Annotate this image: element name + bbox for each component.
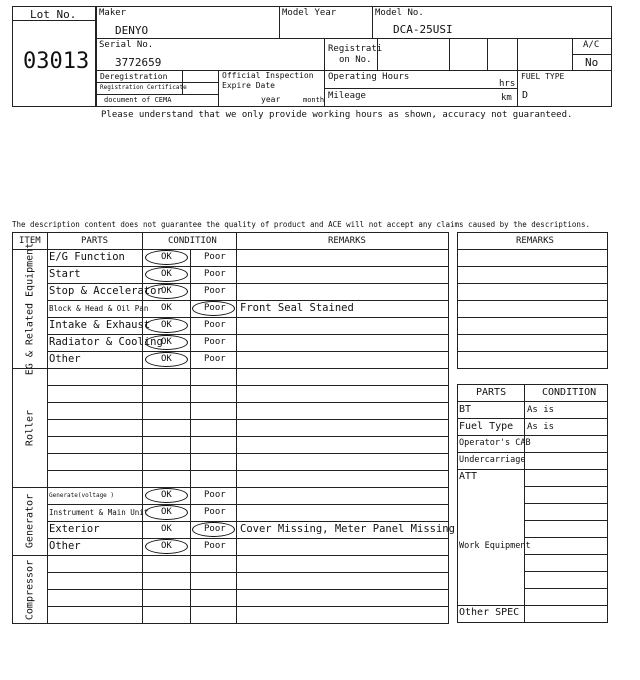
part-name: Exterior [49,523,100,536]
ok-label: OK [161,507,172,517]
inspection-label-2: Expire Date [222,81,275,90]
poor-label: Poor [204,524,226,534]
ok-selected-oval [145,352,188,367]
parts-col-header: PARTS [476,387,507,398]
ok-selected-oval [145,250,188,265]
ok-label: OK [161,490,172,500]
parts-row-name: Undercarriage [459,455,526,465]
ok-selected-oval [145,335,188,350]
hrs-label: hrs [499,79,516,89]
divider [572,54,612,55]
row-divider [47,589,449,590]
ok-selected-oval [145,488,188,503]
poor-label: Poor [204,252,226,262]
ok-label: OK [161,269,172,279]
divider [572,38,573,70]
group-label-roller: Roller [24,409,36,447]
row-divider [524,571,608,572]
row-divider [457,317,608,318]
inspection-label: Official Inspection [222,71,314,80]
part-name: Intake & Exhaust [49,319,151,332]
row-divider [47,385,449,386]
row-divider [47,606,449,607]
row-divider [47,572,449,573]
row-divider [47,266,449,267]
divider [449,38,450,70]
km-label: km [501,93,512,103]
row-divider [457,401,608,402]
model-no-label: Model No. [375,8,424,18]
ac-label: A/C [583,40,600,50]
parts-row-name: Other SPEC [459,607,520,618]
ok-selected-oval [145,318,188,333]
ac-value: No [585,56,599,69]
divider [12,555,449,556]
part-name: Instrument & Main Unit [49,507,149,517]
ok-selected-oval [145,267,188,282]
row-divider [47,402,449,403]
lot-number: 03013 [23,49,90,74]
divider [236,232,237,624]
row-divider [47,470,449,471]
row-divider [524,537,608,538]
fuel-type-value: D [522,90,529,101]
parts-row-name: ATT [459,471,478,482]
accuracy-notice: Please understand that we only provide working hours as shown, accuracy not guaranteed. [101,110,573,120]
row-divider [47,521,449,522]
group-label-eg: EG & Related Equipment [24,242,36,376]
parts-header: PARTS [81,236,109,246]
model-year-label: Model Year [282,8,337,18]
parts-row-name: Work Equipment [459,541,531,551]
ok-label: OK [161,303,172,313]
row-divider [47,283,449,284]
ok-label: OK [161,541,172,551]
fuel-type-label: FUEL TYPE [521,72,565,81]
poor-label: Poor [204,320,226,330]
divider [487,38,488,70]
row-divider [524,486,608,487]
registration-label: Registrati [328,44,383,54]
right-remarks-header: REMARKS [516,236,554,246]
row-divider [47,453,449,454]
year-label: year [261,95,281,104]
ok-label: OK [161,354,172,364]
row-divider [524,588,608,589]
part-name: Stop & Accelerator [49,285,163,298]
parts-row-condition: As is [527,405,555,415]
condition-col-header: CONDITION [542,387,597,398]
poor-label: Poor [204,541,226,551]
ok-label: OK [161,286,172,296]
model-no-value: DCA-25USI [393,23,453,36]
part-name: Start [49,268,81,281]
poor-label: Poor [204,507,226,517]
part-name: Generate(voltage ) [49,491,115,499]
row-divider [47,317,449,318]
remark-text: Front Seal Stained [240,302,354,314]
divider [517,38,518,107]
divider [47,232,48,624]
serial-label: Serial No. [99,40,154,50]
divider [324,88,517,89]
ok-selected-oval [145,284,188,299]
mileage-label: Mileage [328,91,366,101]
maker-label: Maker [99,8,127,18]
row-divider [457,334,608,335]
divider [96,94,218,95]
row-divider [47,351,449,352]
poor-label: Poor [204,354,226,364]
part-name: E/G Function [49,251,125,264]
part-name: Radiator & Cooling [49,336,163,349]
lot-label: Lot No. [30,8,77,21]
remark-text: Cover Missing, Meter Panel Missing [240,523,455,535]
deregistration-label: Deregistration [100,72,168,81]
divider [372,6,373,38]
row-divider [524,520,608,521]
ok-label: OK [161,524,172,534]
ok-label: OK [161,337,172,347]
row-divider [524,554,608,555]
part-name: Block & Head & Oil Pan [49,303,149,313]
cema-label: document of CEMA [104,96,172,104]
row-divider [47,436,449,437]
ok-label: OK [161,252,172,262]
row-divider [457,249,608,250]
registration-label-2: on No. [339,55,372,65]
row-divider [47,334,449,335]
item-header: ITEM [19,236,41,246]
parts-row-name: BT [459,404,472,415]
divider [324,70,612,71]
poor-label: Poor [204,490,226,500]
row-divider [47,504,449,505]
remarks-header: REMARKS [328,236,366,246]
divider [377,38,378,70]
row-divider [457,283,608,284]
ok-selected-oval [145,539,188,554]
row-divider [457,266,608,267]
part-name: Other [49,353,81,366]
operating-hours-label: Operating Hours [328,72,410,82]
registration-certificate-label: Registration Certificate [100,84,187,91]
row-divider [457,300,608,301]
divider [96,38,612,39]
row-divider [457,469,608,470]
divider [324,38,325,107]
poor-selected-oval [192,301,235,316]
row-divider [47,538,449,539]
divider [96,82,218,83]
ok-selected-oval [145,505,188,520]
poor-label: Poor [204,303,226,313]
divider [218,70,219,107]
row-divider [524,503,608,504]
row-divider [457,435,608,436]
poor-label: Poor [204,337,226,347]
divider [12,487,449,488]
group-label-generator: Generator [24,493,36,549]
maker-value: DENYO [115,24,149,37]
divider [12,249,449,250]
disclaimer: The description content does not guarantee the quality of product and ACE will not accept any claims caused by the descriptions. [12,220,590,229]
parts-row-condition: As is [527,422,555,432]
row-divider [457,605,608,606]
row-divider [47,419,449,420]
poor-label: Poor [204,286,226,296]
poor-selected-oval [192,522,235,537]
row-divider [47,300,449,301]
poor-label: Poor [204,269,226,279]
row-divider [457,351,608,352]
divider [12,368,449,369]
parts-row-name: Fuel Type [459,421,514,432]
row-divider [457,418,608,419]
month-label: month [303,96,325,104]
condition-header: CONDITION [168,236,217,246]
parts-row-name: Operator's CAB [459,438,531,448]
serial-value: 3772659 [115,56,162,69]
group-label-compressor: Compressor [24,559,36,621]
divider [279,6,280,38]
ok-label: OK [161,320,172,330]
part-name: Other [49,540,81,553]
row-divider [457,452,608,453]
